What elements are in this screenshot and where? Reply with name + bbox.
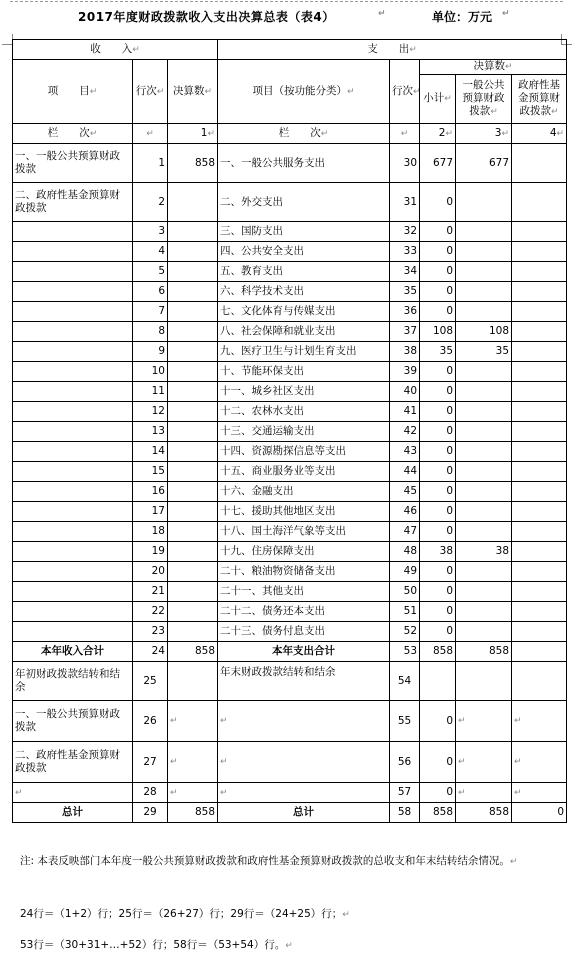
expense-subtotal: 0: [420, 482, 456, 502]
expense-fund-budget: [512, 222, 567, 242]
title-row: [0, 6, 573, 28]
income-row-no: 4: [133, 242, 168, 262]
income-item: [13, 342, 133, 362]
income-row-no: 11: [133, 382, 168, 402]
expense-row-no: 49: [390, 562, 420, 582]
expense-row-no: 42: [390, 422, 420, 442]
income-row-no: 3: [133, 222, 168, 242]
expense-item: 二十三、债务付息支出: [218, 622, 390, 642]
table-row: [13, 302, 567, 322]
income-item: [13, 382, 133, 402]
page-title: 2017年度财政拨款收入支出决算总表（表4）: [78, 10, 335, 24]
expense-subtotal: 0: [420, 262, 456, 282]
expense-subtotal: 0: [420, 222, 456, 242]
expense-fund-budget: [512, 542, 567, 562]
expense-row-no: 34: [390, 262, 420, 282]
income-row-no: 7: [133, 302, 168, 322]
expense-item: 十八、国土海洋气象等支出: [218, 522, 390, 542]
expense-row-no: 36: [390, 302, 420, 322]
income-row-no: 23: [133, 622, 168, 642]
col-2: 2↵: [420, 124, 456, 144]
expense-row-no: 45: [390, 482, 420, 502]
carry-gen-ex-item: ↵: [218, 701, 390, 742]
carry-gen-gen: ↵: [456, 701, 512, 742]
table-row: [13, 282, 567, 302]
expense-general-budget: [456, 622, 512, 642]
expense-fund-budget: [512, 183, 567, 222]
income-amount: [168, 562, 218, 582]
total-row-year: [13, 642, 567, 662]
expense-subtotal: 0: [420, 282, 456, 302]
income-row-no: 6: [133, 282, 168, 302]
expense-general-budget: [456, 562, 512, 582]
income-amount: [168, 222, 218, 242]
expense-general-budget: [456, 502, 512, 522]
expense-fund-budget: [512, 582, 567, 602]
expense-row-no: 40: [390, 382, 420, 402]
expense-subtotal: 677: [420, 144, 456, 183]
expense-item: 十一、城乡社区支出: [218, 382, 390, 402]
formula-line-2: 53行＝（30+31+…+52）行；58行＝（53+54）行。↵: [20, 939, 293, 951]
income-row-no: 12: [133, 402, 168, 422]
expense-item: 十、节能环保支出: [218, 362, 390, 382]
expense-fund-budget: [512, 362, 567, 382]
carry-gen-amt: ↵: [168, 701, 218, 742]
income-row-no: 22: [133, 602, 168, 622]
general-budget-header: 一般公共预算财政拨款↵: [456, 75, 512, 124]
expense-subtotal: 0: [420, 362, 456, 382]
income-amount: [168, 402, 218, 422]
carry-fund-amt: ↵: [168, 742, 218, 783]
year-expense-gen: 858: [456, 642, 512, 662]
blank-row: [13, 783, 567, 803]
income-header: 收 入↵: [13, 40, 218, 60]
expense-row-no: 44: [390, 462, 420, 482]
expense-general-budget: [456, 282, 512, 302]
final-amount-header-2: 决算数↵: [420, 60, 567, 75]
income-amount: [168, 183, 218, 222]
year-income-label: 本年收入合计: [13, 642, 133, 662]
income-amount: [168, 262, 218, 282]
expense-subtotal: 0: [420, 442, 456, 462]
carry-row: [13, 662, 567, 701]
final-amount-header: 决算数↵: [168, 60, 218, 124]
expense-fund-budget: [512, 442, 567, 462]
expense-row-no: 35: [390, 282, 420, 302]
expense-subtotal: 0: [420, 302, 456, 322]
expense-row-no: 41: [390, 402, 420, 422]
income-amount: [168, 522, 218, 542]
col-3: 3↵: [456, 124, 512, 144]
expense-row-no: 33: [390, 242, 420, 262]
column-index-row: [13, 124, 567, 144]
header-row-1: [13, 40, 567, 60]
income-amount: [168, 582, 218, 602]
expense-general-budget: [456, 183, 512, 222]
expense-item: 十五、商业服务业等支出: [218, 462, 390, 482]
income-item: [13, 402, 133, 422]
income-row-no: 13: [133, 422, 168, 442]
blank-gen: ↵: [456, 783, 512, 803]
expense-subtotal: 0: [420, 602, 456, 622]
carry-fund-row: [13, 742, 567, 783]
income-row-no: 9: [133, 342, 168, 362]
income-item: [13, 282, 133, 302]
blank-amt: ↵: [168, 783, 218, 803]
col-label-empty: ↵: [133, 124, 168, 144]
paragraph-mark: ↵: [502, 9, 510, 19]
table-row: [13, 222, 567, 242]
income-item: [13, 442, 133, 462]
expense-row-no: 32: [390, 222, 420, 242]
fund-budget-header: 政府性基金预算财政拨款↵: [512, 75, 567, 124]
carry-in-no: 25: [133, 662, 168, 701]
income-item: [13, 322, 133, 342]
expense-item: 十六、金融支出: [218, 482, 390, 502]
row-no-header-2: 行次↵: [390, 60, 420, 124]
expense-item: 二十、粮油物资储备支出: [218, 562, 390, 582]
total-out-no: 58: [390, 803, 420, 823]
income-item: [13, 522, 133, 542]
carry-fund-ex-item: ↵: [218, 742, 390, 783]
expense-row-no: 31: [390, 183, 420, 222]
expense-row-no: 52: [390, 622, 420, 642]
income-item: [13, 482, 133, 502]
blank-ex-item: ↵: [218, 783, 390, 803]
income-amount: [168, 622, 218, 642]
expense-item: 五、教育支出: [218, 262, 390, 282]
header-row-2: [13, 60, 567, 75]
carry-out-no: 54: [390, 662, 420, 701]
expense-fund-budget: [512, 602, 567, 622]
expense-general-budget: 108: [456, 322, 512, 342]
expense-general-budget: [456, 242, 512, 262]
income-row-no: 10: [133, 362, 168, 382]
blank-label: ↵: [13, 783, 133, 803]
income-amount: [168, 282, 218, 302]
item-by-function-header: 项目（按功能分类）↵: [218, 60, 390, 124]
expense-general-budget: 677: [456, 144, 512, 183]
expense-general-budget: [456, 222, 512, 242]
expense-fund-budget: [512, 622, 567, 642]
expense-fund-budget: [512, 262, 567, 282]
expense-general-budget: [456, 302, 512, 322]
expense-subtotal: 0: [420, 462, 456, 482]
carry-out-sub: [420, 662, 456, 701]
income-amount: [168, 362, 218, 382]
expense-item: 九、医疗卫生与计划生育支出: [218, 342, 390, 362]
expense-header: 支 出↵: [218, 40, 567, 60]
report-table: [12, 39, 567, 823]
income-row-no: 8: [133, 322, 168, 342]
income-amount: [168, 502, 218, 522]
page-top-rule: [10, 1, 563, 2]
carry-gen-label: 一、一般公共预算财政拨款: [13, 701, 133, 742]
table-row: [13, 382, 567, 402]
expense-item: 二十二、债务还本支出: [218, 602, 390, 622]
income-row-no: 14: [133, 442, 168, 462]
total-out-label: 总计: [218, 803, 390, 823]
table-row: [13, 322, 567, 342]
carry-gen-row: [13, 701, 567, 742]
expense-subtotal: 108: [420, 322, 456, 342]
expense-general-budget: [456, 362, 512, 382]
table-row: [13, 362, 567, 382]
col-1: 1↵: [168, 124, 218, 144]
expense-subtotal: 0: [420, 382, 456, 402]
total-out-fund: 0: [512, 803, 567, 823]
income-item: [13, 302, 133, 322]
carry-fund-no: 27: [133, 742, 168, 783]
table-row: [13, 522, 567, 542]
table-row: [13, 242, 567, 262]
expense-item: 十二、农林水支出: [218, 402, 390, 422]
carry-gen-fund: ↵: [512, 701, 567, 742]
total-in-label: 总计: [13, 803, 133, 823]
expense-fund-budget: [512, 302, 567, 322]
table-row: [13, 462, 567, 482]
income-amount: 858: [168, 144, 218, 183]
table-row: [13, 582, 567, 602]
expense-item: 十九、住房保障支出: [218, 542, 390, 562]
blank-sub: 0: [420, 783, 456, 803]
expense-general-budget: [456, 522, 512, 542]
expense-fund-budget: [512, 402, 567, 422]
formula-line-1: 24行＝（1+2）行；25行＝（26+27）行；29行＝（24+25）行；↵: [20, 908, 350, 920]
carry-gen-sub: 0: [420, 701, 456, 742]
income-item: [13, 362, 133, 382]
expense-row-no: 46: [390, 502, 420, 522]
expense-fund-budget: [512, 502, 567, 522]
expense-general-budget: [456, 602, 512, 622]
income-amount: [168, 342, 218, 362]
income-row-no: 19: [133, 542, 168, 562]
col-label-2: 栏 次↵: [218, 124, 390, 144]
table-body: [13, 144, 567, 642]
expense-general-budget: [456, 382, 512, 402]
blank-fund: ↵: [512, 783, 567, 803]
income-item: [13, 582, 133, 602]
expense-general-budget: 35: [456, 342, 512, 362]
table-row: [13, 562, 567, 582]
expense-item: 一、一般公共服务支出: [218, 144, 390, 183]
expense-subtotal: 38: [420, 542, 456, 562]
total-out-sub: 858: [420, 803, 456, 823]
expense-item: 二十一、其他支出: [218, 582, 390, 602]
expense-row-no: 48: [390, 542, 420, 562]
income-item: [13, 502, 133, 522]
income-row-no: 21: [133, 582, 168, 602]
income-row-no: 20: [133, 562, 168, 582]
total-out-gen: 858: [456, 803, 512, 823]
table-row: [13, 144, 567, 183]
income-row-no: 5: [133, 262, 168, 282]
expense-general-budget: [456, 262, 512, 282]
year-income-no: 24: [133, 642, 168, 662]
income-item: [13, 462, 133, 482]
table-row: [13, 442, 567, 462]
carry-fund-fund: ↵: [512, 742, 567, 783]
carry-in-amt: [168, 662, 218, 701]
expense-row-no: 30: [390, 144, 420, 183]
expense-fund-budget: [512, 322, 567, 342]
note-text: 注: 本表反映部门本年度一般公共预算财政拨款和政府性基金预算财政拨款的总收支和年末结转结余情况。↵: [20, 855, 518, 867]
carry-gen-ex-no: 55: [390, 701, 420, 742]
income-row-no: 18: [133, 522, 168, 542]
expense-item: 四、公共安全支出: [218, 242, 390, 262]
expense-item: 六、科学技术支出: [218, 282, 390, 302]
expense-fund-budget: [512, 522, 567, 542]
expense-fund-budget: [512, 382, 567, 402]
expense-fund-budget: [512, 144, 567, 183]
income-item: [13, 262, 133, 282]
income-item: [13, 602, 133, 622]
expense-fund-budget: [512, 342, 567, 362]
expense-general-budget: [456, 482, 512, 502]
expense-fund-budget: [512, 462, 567, 482]
income-item: [13, 622, 133, 642]
carry-fund-label: 二、政府性基金预算财政拨款: [13, 742, 133, 783]
income-amount: [168, 482, 218, 502]
row-no-header: 行次↵: [133, 60, 168, 124]
expense-general-budget: [456, 582, 512, 602]
carry-fund-ex-no: 56: [390, 742, 420, 783]
carry-out-label: 年末财政拨款结转和结余: [218, 662, 390, 701]
table-row: [13, 402, 567, 422]
expense-general-budget: 38: [456, 542, 512, 562]
table-row: [13, 502, 567, 522]
carry-fund-sub: 0: [420, 742, 456, 783]
table-row: [13, 262, 567, 282]
expense-item: 十七、援助其他地区支出: [218, 502, 390, 522]
expense-item: 八、社会保障和就业支出: [218, 322, 390, 342]
expense-row-no: 51: [390, 602, 420, 622]
table-row: [13, 342, 567, 362]
income-amount: [168, 242, 218, 262]
expense-subtotal: 0: [420, 183, 456, 222]
blank-ex-no: 57: [390, 783, 420, 803]
expense-subtotal: 0: [420, 522, 456, 542]
expense-row-no: 50: [390, 582, 420, 602]
expense-subtotal: 0: [420, 242, 456, 262]
income-amount: [168, 462, 218, 482]
year-expense-label: 本年支出合计: [218, 642, 390, 662]
item-header: 项 目↵: [13, 60, 133, 124]
income-amount: [168, 302, 218, 322]
expense-fund-budget: [512, 282, 567, 302]
unit-label: 单位：万元: [432, 10, 493, 24]
carry-in-label: 年初财政拨款结转和结余: [13, 662, 133, 701]
income-item: [13, 542, 133, 562]
year-expense-sub: 858: [420, 642, 456, 662]
expense-item: 二、外交支出: [218, 183, 390, 222]
table-row: [13, 422, 567, 442]
total-in-amt: 858: [168, 803, 218, 823]
col-4: 4↵: [512, 124, 567, 144]
income-item: [13, 222, 133, 242]
expense-fund-budget: [512, 482, 567, 502]
table-row: [13, 183, 567, 222]
expense-subtotal: 0: [420, 582, 456, 602]
expense-general-budget: [456, 442, 512, 462]
income-row-no: 1: [133, 144, 168, 183]
expense-subtotal: 0: [420, 562, 456, 582]
table-row: [13, 622, 567, 642]
expense-item: 三、国防支出: [218, 222, 390, 242]
expense-row-no: 38: [390, 342, 420, 362]
expense-fund-budget: [512, 562, 567, 582]
expense-item: 七、文化体育与传媒支出: [218, 302, 390, 322]
blank-no: 28: [133, 783, 168, 803]
expense-fund-budget: [512, 242, 567, 262]
year-expense-fund: [512, 642, 567, 662]
grand-total-row: [13, 803, 567, 823]
carry-out-gen: [456, 662, 512, 701]
expense-row-no: 39: [390, 362, 420, 382]
table-row: [13, 602, 567, 622]
table-row: [13, 482, 567, 502]
expense-subtotal: 0: [420, 502, 456, 522]
table-row: [13, 542, 567, 562]
income-amount: [168, 602, 218, 622]
income-row-no: 16: [133, 482, 168, 502]
total-in-no: 29: [133, 803, 168, 823]
col-label-empty-2: ↵: [390, 124, 420, 144]
income-amount: [168, 422, 218, 442]
carry-fund-gen: ↵: [456, 742, 512, 783]
income-amount: [168, 322, 218, 342]
expense-fund-budget: [512, 422, 567, 442]
expense-row-no: 47: [390, 522, 420, 542]
income-amount: [168, 542, 218, 562]
year-expense-no: 53: [390, 642, 420, 662]
col-label: 栏 次↵: [13, 124, 133, 144]
year-income-amt: 858: [168, 642, 218, 662]
expense-item: 十四、资源勘探信息等支出: [218, 442, 390, 462]
carry-out-fund: [512, 662, 567, 701]
expense-subtotal: 0: [420, 422, 456, 442]
income-item: 一、一般公共预算财政拨款: [13, 144, 133, 183]
subtotal-header: 小计↵: [420, 75, 456, 124]
income-item: [13, 562, 133, 582]
income-row-no: 2: [133, 183, 168, 222]
expense-subtotal: 0: [420, 402, 456, 422]
income-row-no: 15: [133, 462, 168, 482]
expense-row-no: 43: [390, 442, 420, 462]
carry-gen-no: 26: [133, 701, 168, 742]
expense-item: 十三、交通运输支出: [218, 422, 390, 442]
expense-row-no: 37: [390, 322, 420, 342]
income-row-no: 17: [133, 502, 168, 522]
notes: [20, 853, 560, 871]
paragraph-mark: ↵: [378, 9, 386, 19]
income-item: [13, 242, 133, 262]
expense-general-budget: [456, 422, 512, 442]
income-item: 二、政府性基金预算财政拨款: [13, 183, 133, 222]
income-item: [13, 422, 133, 442]
income-amount: [168, 442, 218, 462]
expense-subtotal: 0: [420, 622, 456, 642]
expense-general-budget: [456, 462, 512, 482]
expense-general-budget: [456, 402, 512, 422]
expense-subtotal: 35: [420, 342, 456, 362]
income-amount: [168, 382, 218, 402]
